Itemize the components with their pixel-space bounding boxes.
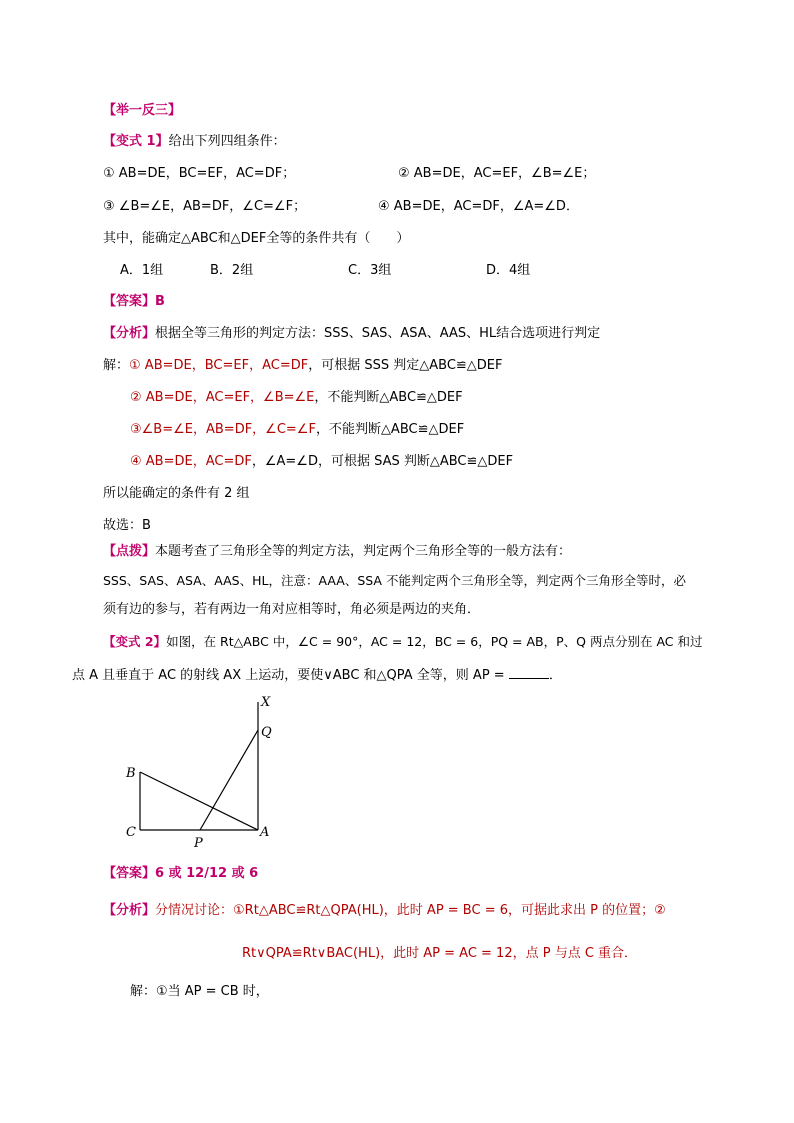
- v1-s2b: ，不能判断△ABC≌△DEF: [314, 390, 463, 405]
- label-b: B: [126, 766, 136, 781]
- v1-solution-1: [103, 357, 503, 375]
- triangle-figure: [110, 690, 290, 860]
- v1-answer-tag: 【答案】: [103, 294, 156, 309]
- segment-pq: [200, 730, 258, 830]
- v1-s4b: ，∠A=∠D，可根据 SAS 判断△ABC≌△DEF: [251, 454, 514, 469]
- v2-stem-1: 如图，在 Rt△ABC 中，∠C = 90°，AC = 12，BC = 6，PQ = AB，P、Q 两点分别在 AC 和过: [166, 634, 703, 649]
- v1-answer-line: [103, 293, 165, 311]
- segment-ba: [140, 772, 258, 830]
- label-c: C: [126, 825, 136, 840]
- v1-tip-1: 本题考查了三角形全等的判定方法，判定两个三角形全等的一般方法有：: [155, 544, 572, 559]
- v2-answer-line: [103, 865, 258, 883]
- v2-solution-start: 解：①当 AP = CB 时，: [130, 984, 269, 999]
- v1-solution-4: [130, 453, 513, 471]
- v1-s4: ④ AB=DE，AC=DF: [130, 454, 252, 469]
- answer-blank: [509, 665, 549, 679]
- v1-tip-line-1: [103, 543, 571, 561]
- v2-analysis-line-2: Rt∨QPA≌Rt∨BAC(HL)，此时 AP = AC = 12，点 P 与点 C 重合．: [242, 946, 638, 961]
- v1-tip-line-3: 须有边的参与，若有两边一角对应相等时，角必须是两边的夹角．: [103, 602, 481, 617]
- v1-answer: B: [155, 294, 165, 309]
- v1-tip-tag: 【点拨】: [103, 544, 156, 559]
- section-title: 【举一反三】: [103, 103, 182, 118]
- v2-stem-2-end: ．: [548, 668, 562, 683]
- v1-condition-1: ① AB=DE，BC=EF，AC=DF；: [103, 166, 296, 181]
- v2-stem-2: 点 A 且垂直于 AC 的射线 AX 上运动，要使∨ABC 和△QPA 全等，则 AP =: [72, 668, 505, 683]
- v1-s1: ① AB=DE，BC=EF，AC=DF: [129, 358, 309, 373]
- v1-sol-label: 解：: [103, 358, 130, 373]
- v1-analysis: 根据全等三角形的判定方法：SSS、SAS、ASA、AAS、HL结合选项进行判定: [155, 326, 601, 341]
- label-x: X: [261, 695, 271, 710]
- label-p: P: [194, 836, 203, 851]
- v2-analysis-1a: 分情况讨论：: [155, 903, 234, 918]
- v1-choice: 故选：B: [103, 518, 151, 533]
- v1-s2: ② AB=DE，AC=EF，∠B=∠E: [130, 390, 315, 405]
- v1-option-a: A．1组: [120, 263, 164, 278]
- v1-s1b: ，可根据 SSS 判定△ABC≌△DEF: [308, 358, 503, 373]
- v1-solution-3: [130, 421, 464, 439]
- v1-analysis-tag: 【分析】: [103, 326, 156, 341]
- v2-analysis-1b: ①Rt△ABC≌Rt△QPA(HL)，此时 AP = BC = 6，可据此求出 P 的位置；②: [233, 903, 666, 918]
- v1-tip-line-2: SSS、SAS、ASA、AAS、HL，注意：AAA、SSA 不能判定两个三角形全等，判定两个三角形全等时，必: [103, 573, 686, 588]
- v2-answer: 6 或 12/12 或 6: [155, 866, 259, 881]
- v1-analysis-line: [103, 325, 600, 343]
- label-q: Q: [261, 725, 272, 740]
- v2-analysis-line-1: [103, 902, 666, 920]
- v2-answer-tag: 【答案】: [103, 866, 156, 881]
- v1-conclusion: 所以能确定的条件有 2 组: [103, 486, 250, 501]
- v1-question: 其中，能确定△ABC和△DEF全等的条件共有（ ）: [103, 231, 410, 246]
- v1-option-c: C．3组: [348, 263, 392, 278]
- v1-solution-2: [130, 389, 463, 407]
- v1-s3: ③∠B=∠E，AB=DF，∠C=∠F: [130, 422, 316, 437]
- v1-s3b: ，不能判断△ABC≌△DEF: [315, 422, 465, 437]
- v1-tag: 【变式 1】: [103, 134, 169, 149]
- v1-condition-3: ③ ∠B=∠E，AB=DF，∠C=∠F；: [103, 199, 307, 214]
- v1-option-b: B．2组: [210, 263, 254, 278]
- v1-option-d: D．4组: [486, 263, 531, 278]
- v2-line-2: [72, 665, 562, 685]
- v2-analysis-tag: 【分析】: [103, 903, 156, 918]
- v2-tag: 【变式 2】: [103, 634, 167, 649]
- v1-header: [103, 133, 286, 151]
- v1-stem: 给出下列四组条件：: [168, 134, 286, 149]
- label-a: A: [260, 825, 270, 840]
- v2-line-1: [103, 633, 702, 651]
- v1-condition-4: ④ AB=DE，AC=DF，∠A=∠D．: [378, 199, 579, 214]
- v1-condition-2: ② AB=DE，AC=EF，∠B=∠E；: [398, 166, 596, 181]
